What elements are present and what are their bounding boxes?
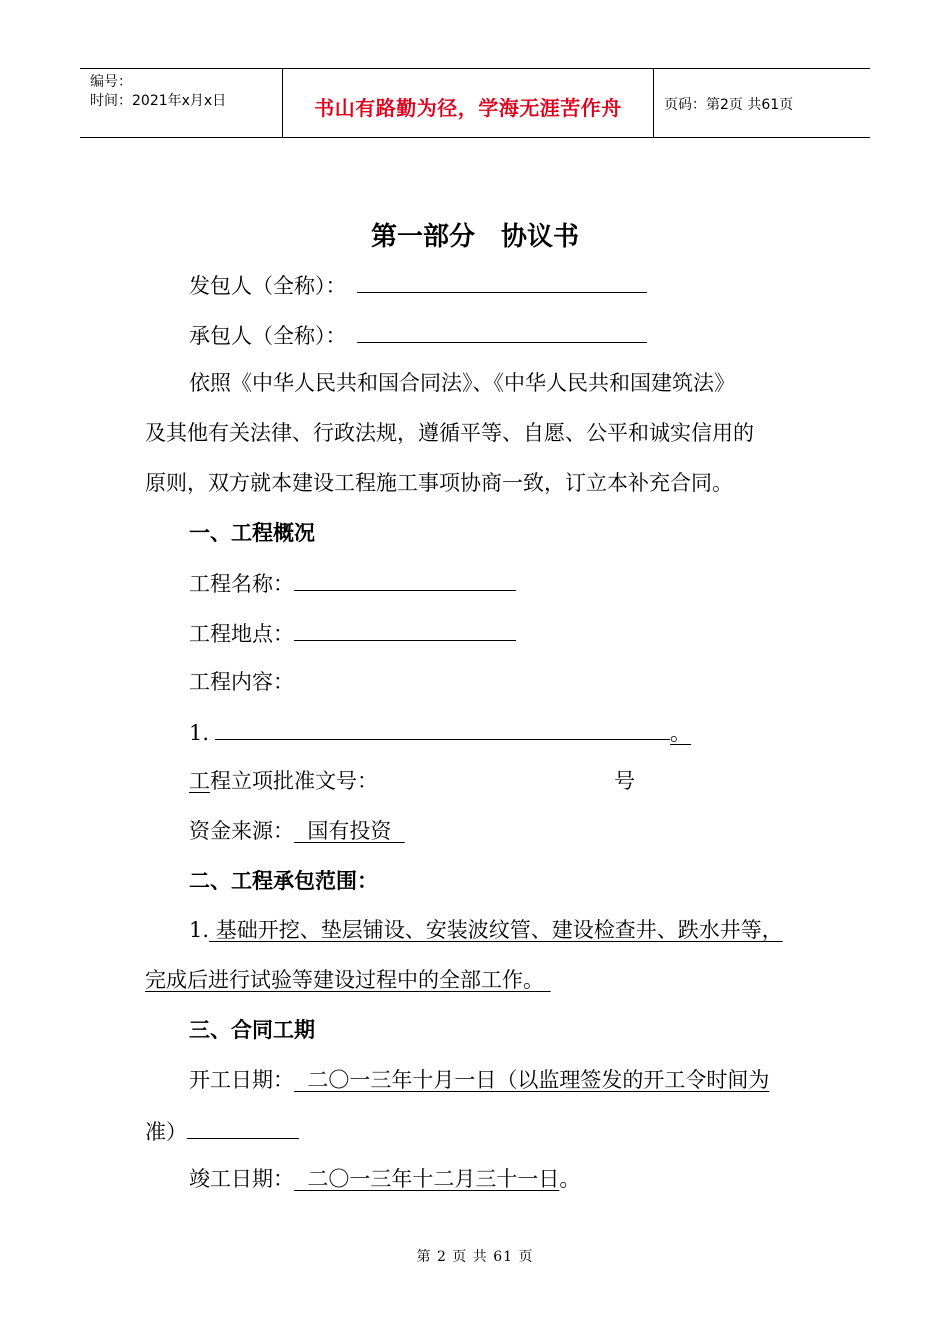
approval-number-line (189, 767, 378, 795)
intro-line-2: 及其他有关法律、行政法规，遵循平等、自愿、公平和诚实信用的 (145, 421, 754, 445)
header-motto-cell (282, 69, 654, 137)
scope-item-1-text: 基础开挖、垫层铺设、安装波纹管、建设检查井、跌水井等， (215, 918, 783, 942)
project-name-blank[interactable] (294, 568, 516, 591)
content-item-1-end: 。 (670, 721, 692, 745)
project-location-line (189, 618, 516, 648)
project-location-blank[interactable] (294, 618, 516, 641)
approval-first-char: 工 (189, 769, 210, 793)
end-date-value: 二〇一三年十二月三十一日 (307, 1167, 560, 1191)
intro-line-3: 原则，双方就本建设工程施工事项协商一致，订立本补充合同。 (145, 471, 733, 495)
scope-item-1-text-2: 完成后进行试验等建设过程中的全部工作。 (145, 968, 544, 992)
project-name-line (189, 568, 516, 598)
fund-source-label: 资金来源： (189, 819, 294, 843)
document-date: 时间：2021年x月x日 (90, 93, 227, 109)
scope-item-1-line-1 (189, 916, 783, 944)
contractor-blank[interactable] (357, 320, 647, 343)
employer-label: 发包人（全称）： (189, 274, 347, 298)
page-footer: 第 2 页 共 61 页 (416, 1249, 534, 1265)
contractor-label: 承包人（全称）： (189, 324, 347, 348)
employer-line (189, 270, 647, 300)
scope-item-1-line-2 (145, 966, 551, 994)
fund-source-value: 国有投资 (307, 819, 392, 843)
project-content-label: 工程内容： (189, 670, 294, 694)
start-date-blank[interactable] (187, 1116, 299, 1139)
section3-heading: 三、合同工期 (189, 1018, 315, 1042)
project-location-label: 工程地点： (189, 622, 294, 646)
intro-line-1: 依照《中华人民共和国合同法》、《中华人民共和国建筑法》 (189, 371, 735, 395)
page-header (80, 68, 870, 138)
content-item-1-number: 1. (189, 721, 210, 745)
fund-source-line (189, 817, 405, 845)
start-date-line (189, 1066, 769, 1094)
document-title: 第一部分 协议书 (370, 222, 579, 252)
approval-suffix: 号 (614, 769, 635, 793)
header-motto: 书山有路勤为径，学海无涯苦作舟 (314, 96, 622, 120)
end-date-label: 竣工日期： (189, 1167, 294, 1191)
contractor-line (189, 320, 647, 350)
start-date-label: 开工日期： (189, 1068, 294, 1092)
start-date-value: 二〇一三年十月一日（以监理签发的开工令时间为 (307, 1068, 770, 1092)
start-date-line-2 (145, 1116, 299, 1146)
document-number-label: 编号： (90, 74, 132, 90)
section1-heading: 一、工程概况 (189, 521, 315, 545)
employer-blank[interactable] (357, 270, 647, 293)
end-date-line (189, 1165, 580, 1193)
section2-heading: 二、工程承包范围： (189, 869, 378, 893)
header-page-number: 页码：第2页 共61页 (664, 97, 794, 113)
approval-label: 程立项批准文号： (210, 769, 378, 793)
scope-item-1-number: 1. (189, 918, 210, 942)
content-item-1 (189, 717, 691, 747)
content-item-1-blank[interactable] (215, 717, 670, 740)
start-date-value-2: 准） (145, 1120, 187, 1144)
header-meta (80, 69, 282, 137)
project-name-label: 工程名称： (189, 572, 294, 596)
end-date-suffix: 。 (559, 1167, 581, 1191)
